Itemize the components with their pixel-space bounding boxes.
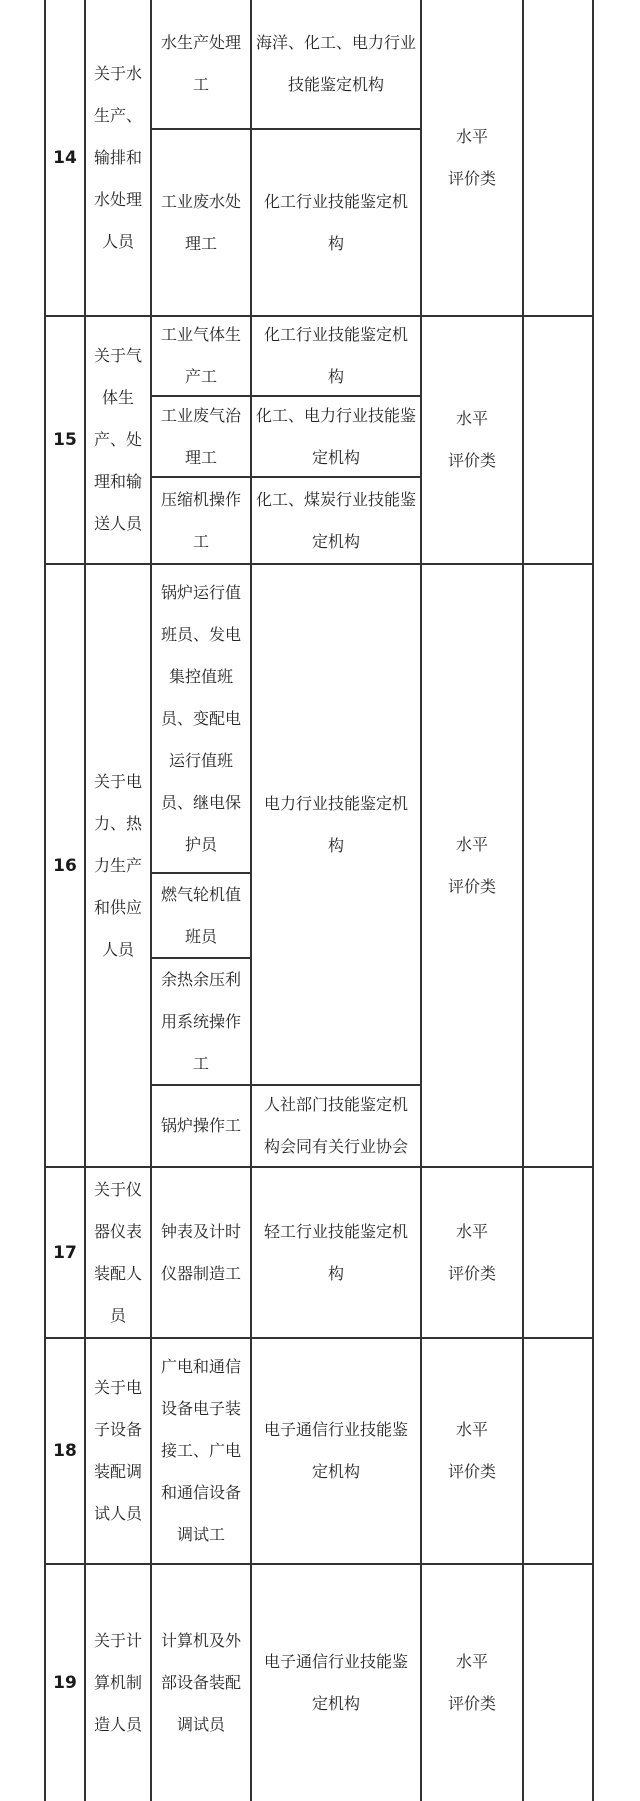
evaluation-type-cell: 水平 评价类	[447, 409, 496, 470]
evaluation-type-cell: 水平 评价类	[447, 834, 496, 896]
occupation-cell: 广电和通信 设备电子装 接工、广电 和通信设备 调试工	[160, 1357, 241, 1544]
occupation-cell: 锅炉运行值 班员、发电 集控值班 员、变配电 运行值班 员、继电保 护员	[160, 582, 241, 854]
row-number: 18	[53, 1441, 77, 1461]
occupation-cell: 水生产处理 工	[160, 33, 241, 94]
occupation-cell: 工业废气治 理工	[160, 405, 241, 467]
evaluation-type-cell: 水平 评价类	[447, 1221, 496, 1283]
evaluation-type-cell: 水平 评价类	[447, 1420, 496, 1481]
row-number: 14	[53, 147, 77, 168]
agency-cell: 化工、电力行业技能鉴 定机构	[255, 405, 416, 467]
table-border-right	[592, 0, 594, 1801]
agency-cell: 化工行业技能鉴定机 构	[263, 191, 408, 253]
occupation-cell: 工业气体生 产工	[160, 325, 241, 386]
category-cell: 关于电 子设备 装配调 试人员	[93, 1378, 142, 1523]
row-number: 19	[53, 1673, 77, 1693]
agency-cell: 电子通信行业技能鉴 定机构	[263, 1420, 408, 1481]
agency-cell: 电力行业技能鉴定机 构	[263, 793, 408, 855]
occupation-cell: 压缩机操作 工	[160, 489, 241, 551]
category-cell: 关于计 算机制 造人员	[93, 1631, 142, 1734]
category-cell: 关于水 生产、 输排和 水处理 人员	[93, 63, 142, 251]
occupation-cell: 钟表及计时 仪器制造工	[160, 1221, 241, 1283]
row-number: 15	[53, 430, 77, 450]
agency-cell: 海洋、化工、电力行业 技能鉴定机构	[255, 33, 416, 94]
row-number: 17	[53, 1242, 77, 1263]
category-cell: 关于仪 器仪表 装配人 员	[93, 1179, 142, 1325]
occupation-cell: 燃气轮机值 班员	[160, 884, 241, 946]
occupation-cell: 工业废水处 理工	[160, 191, 241, 253]
occupation-cell: 锅炉操作工	[160, 1116, 241, 1135]
agency-cell: 化工、煤炭行业技能鉴 定机构	[255, 489, 416, 551]
col-sep-5	[522, 0, 524, 1801]
agency-cell: 轻工行业技能鉴定机 构	[263, 1221, 408, 1283]
evaluation-type-cell: 水平 评价类	[447, 126, 496, 188]
category-cell: 关于气 体生 产、处 理和输 送人员	[93, 346, 142, 533]
agency-cell: 化工行业技能鉴定机 构	[263, 325, 408, 386]
agency-cell: 人社部门技能鉴定机 构会同有关行业协会	[263, 1095, 408, 1156]
evaluation-type-cell: 水平 评价类	[447, 1652, 496, 1713]
occupation-cell: 计算机及外 部设备装配 调试员	[160, 1631, 241, 1734]
category-cell: 关于电 力、热 力生产 和供应 人员	[93, 771, 142, 959]
occupation-cell: 余热余压利 用系统操作 工	[160, 969, 241, 1073]
agency-cell: 电子通信行业技能鉴 定机构	[263, 1652, 408, 1713]
row-number: 16	[53, 855, 77, 876]
